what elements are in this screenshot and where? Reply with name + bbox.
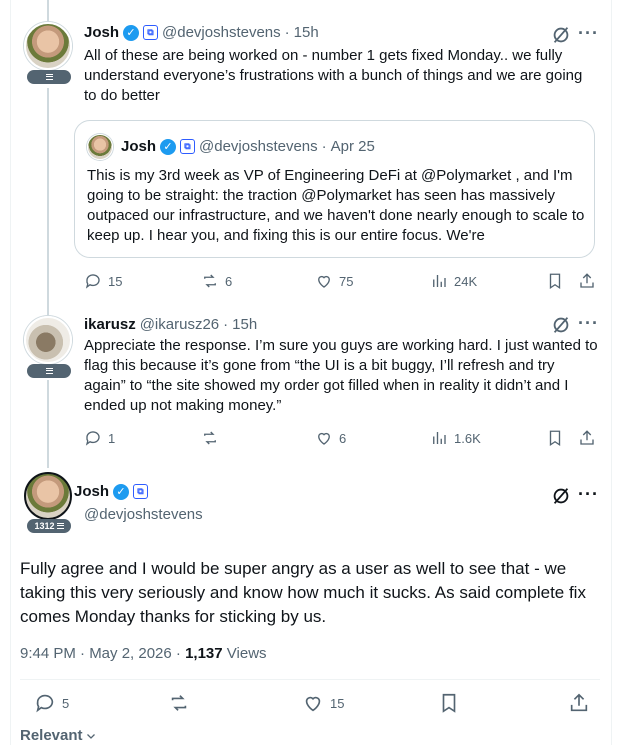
action-bar bbox=[74, 272, 598, 292]
grok-icon[interactable] bbox=[550, 24, 572, 46]
reply-button[interactable] bbox=[84, 429, 115, 447]
tweet-meta bbox=[20, 645, 267, 662]
reply-button[interactable] bbox=[34, 692, 69, 714]
reply-icon bbox=[84, 272, 102, 290]
like-button[interactable] bbox=[315, 429, 346, 447]
separator: · bbox=[321, 138, 327, 155]
thread-line-2 bbox=[47, 380, 49, 468]
action-bar bbox=[74, 429, 598, 449]
views-label: Views bbox=[222, 645, 267, 662]
verified-icon: ✓ bbox=[113, 484, 129, 500]
affiliate-icon: ⧉ bbox=[180, 139, 195, 154]
repost-count: 6 bbox=[225, 273, 233, 289]
badge-bars-icon bbox=[46, 74, 53, 80]
tweet-text: Appreciate the response. I’m sure you guys are working hard. I just wanted to flag this because it’s gone from “the UI is a bit buggy, I’ll refresh and try again” to “the site showed my order got filled when in reality it didn’t and I ended up not making money.” bbox=[84, 337, 598, 414]
views-button[interactable] bbox=[430, 272, 477, 290]
status-badge bbox=[27, 70, 71, 84]
quote-author-handle: @devjoshstevens bbox=[199, 138, 318, 155]
avatar[interactable] bbox=[24, 22, 72, 70]
avatar[interactable] bbox=[24, 472, 72, 520]
repost-button[interactable] bbox=[201, 272, 232, 290]
repost-icon bbox=[201, 429, 219, 447]
verified-icon: ✓ bbox=[123, 25, 139, 41]
like-count: 75 bbox=[339, 273, 354, 289]
like-button[interactable] bbox=[315, 272, 353, 290]
quoted-tweet[interactable] bbox=[74, 120, 595, 258]
author-handle[interactable]: @devjoshstevens bbox=[162, 24, 281, 41]
reply-button[interactable] bbox=[84, 272, 122, 290]
thread-line-top bbox=[47, 0, 49, 22]
quote-date: Apr 25 bbox=[330, 138, 375, 155]
reply-count: 1 bbox=[108, 430, 116, 446]
status-badge bbox=[27, 364, 71, 378]
repost-icon bbox=[201, 272, 219, 290]
bookmark-icon[interactable] bbox=[546, 429, 564, 447]
tweet-timestamp[interactable]: 9:44 PM · May 2, 2026 · bbox=[20, 645, 186, 662]
views-button[interactable] bbox=[430, 429, 481, 447]
verified-icon: ✓ bbox=[160, 139, 176, 155]
main-action-bar bbox=[20, 692, 600, 718]
share-icon[interactable] bbox=[578, 429, 596, 447]
views-icon bbox=[430, 272, 448, 290]
views-count: 1,137 bbox=[185, 645, 223, 662]
like-count: 6 bbox=[339, 430, 347, 446]
more-icon[interactable]: ··· bbox=[578, 484, 599, 504]
tweet-header bbox=[84, 316, 257, 333]
quote-author-name: Josh bbox=[121, 138, 157, 155]
share-icon[interactable] bbox=[578, 272, 596, 290]
reply-count: 15 bbox=[108, 273, 123, 289]
bookmark-icon[interactable] bbox=[438, 692, 460, 714]
affiliate-icon[interactable]: ⧉ bbox=[143, 25, 158, 40]
affiliate-icon[interactable]: ⧉ bbox=[133, 484, 148, 499]
views-icon bbox=[430, 429, 448, 447]
like-icon bbox=[315, 429, 333, 447]
status-badge bbox=[27, 519, 71, 533]
quote-header bbox=[121, 138, 375, 155]
share-icon[interactable] bbox=[568, 692, 590, 714]
repost-button[interactable] bbox=[201, 429, 225, 447]
reply-count: 5 bbox=[62, 695, 70, 711]
tweet-text: All of these are being worked on - number 1 gets fixed Monday.. we fully understand everyone’s frustrations with a bunch of things and we are going to do better bbox=[84, 47, 583, 104]
author-handle[interactable]: @devjoshstevens bbox=[84, 506, 203, 523]
badge-bars-icon bbox=[57, 523, 64, 529]
grok-icon[interactable] bbox=[550, 485, 572, 507]
badge-count: 1312 bbox=[34, 521, 55, 531]
separator: · bbox=[284, 24, 290, 41]
bookmark-icon[interactable] bbox=[546, 272, 564, 290]
views-count: 24K bbox=[454, 273, 478, 289]
tweet-header bbox=[84, 24, 319, 41]
repost-button[interactable] bbox=[168, 692, 196, 714]
author-handle-row bbox=[84, 506, 203, 523]
more-icon[interactable]: ··· bbox=[578, 23, 599, 43]
thread-line-1 bbox=[47, 88, 49, 316]
like-icon bbox=[315, 272, 333, 290]
sort-label: Relevant bbox=[20, 727, 83, 744]
tweet-text: Fully agree and I would be super angry as a user as well to see that - we taking this very seriously and know how much it sucks. As said complete fix comes Monday thanks for sticking by us. bbox=[20, 559, 586, 626]
author-name[interactable]: Josh bbox=[74, 483, 110, 500]
quote-text: This is my 3rd week as VP of Engineering DeFi at @Polymarket , and I'm going to be straight: the traction @Polymarket has seen has massively outpaced our infrastructure, and we haven't done nearly enough to scale to keep up. I hear you, and fixing this is our entire focus. We're bbox=[87, 167, 585, 244]
chevron-down-icon bbox=[85, 730, 97, 742]
tweet-time[interactable]: 15h bbox=[293, 24, 319, 41]
views-count: 1.6K bbox=[454, 430, 481, 446]
quote-avatar bbox=[87, 134, 113, 160]
avatar[interactable] bbox=[24, 316, 72, 364]
reply-icon bbox=[84, 429, 102, 447]
author-name[interactable]: Josh bbox=[84, 24, 120, 41]
tweet-header bbox=[74, 483, 148, 500]
grok-icon[interactable] bbox=[550, 314, 572, 336]
author-name[interactable]: ikarusz bbox=[84, 316, 136, 333]
more-icon[interactable]: ··· bbox=[578, 313, 599, 333]
sort-dropdown[interactable] bbox=[20, 727, 97, 744]
reply-icon bbox=[34, 692, 56, 714]
like-icon bbox=[302, 692, 324, 714]
tweet-time[interactable]: 15h bbox=[232, 316, 258, 333]
author-handle[interactable]: @ikarusz26 bbox=[139, 316, 220, 333]
badge-bars-icon bbox=[46, 368, 53, 374]
divider bbox=[20, 679, 600, 680]
repost-icon bbox=[168, 692, 190, 714]
separator: · bbox=[223, 316, 229, 333]
like-count: 15 bbox=[330, 695, 345, 711]
like-button[interactable] bbox=[302, 692, 344, 714]
